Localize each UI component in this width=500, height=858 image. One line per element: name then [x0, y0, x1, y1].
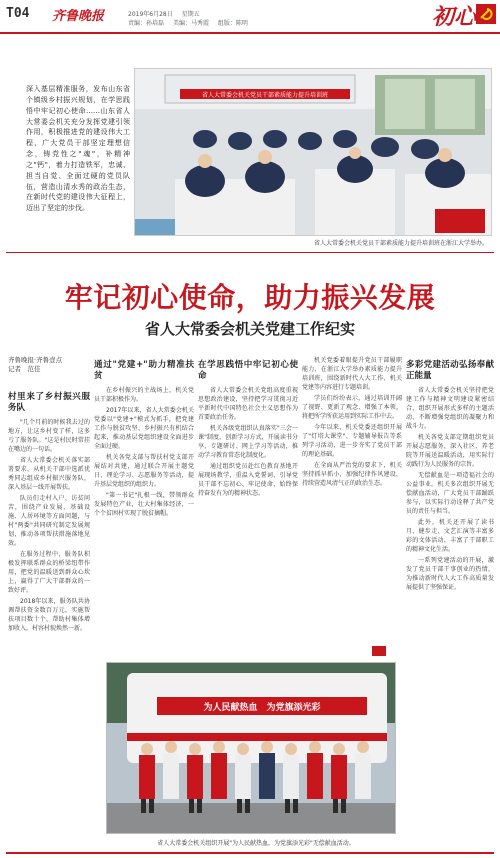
- issue-meta: [128, 9, 255, 27]
- paragraph: "几个月前的时候我去过的地方，让这乡村变了样，这多亏了服务队。"这是村民时常挂在嘴边的一句话。: [8, 419, 90, 454]
- paragraph: 机关各党支部定期组织党员开展志愿服务，深入社区、养老院等开展送温暖活动，用实际行动践行为人民服务的宗旨。: [406, 434, 494, 469]
- article-column-5: [406, 356, 494, 808]
- paragraph: 机关党委着眼提升党员干部履职能力，在浙江大学举办素质能力提升培训班，围绕新时代人大工作、机关党建等内容进行专题培训。: [302, 357, 402, 391]
- byline-source: 齐鲁晚报·齐鲁壹点: [8, 356, 63, 364]
- footer-divider: [6, 852, 494, 854]
- byline: [8, 356, 62, 375]
- section-heading-rural-service: 村里来了乡村振兴服务队: [8, 392, 90, 414]
- paragraph: 在服务过程中，服务队积极发挥联系群众的桥梁纽带作用，把党的温暖送到群众心坎上，赢得了广大干部群众的一致好评。: [8, 551, 90, 595]
- section-title: 初心: [431, 4, 476, 30]
- photo-top-banner: 省人大常委会机关党员干部素质能力提升培训班: [201, 92, 329, 99]
- paragraph: 此外，机关还开展了读书月、健步走、文艺汇演等丰富多彩的文体活动，丰富了干部职工的精神文化生活。: [406, 519, 494, 554]
- paragraph: 在乡村振兴的主战场上，机关党员干部积极作为。: [94, 387, 194, 404]
- paragraph: 队员们走村入户、访贫问苦，围绕产业发展、基础设施、人居环境等方面问题，与村"两委"共同研究制定发展规划，推动各项帮扶措施落地见效。: [8, 495, 90, 548]
- paragraph: 一系列党建活动的开展，激发了党员干部干事创业的热情，为推动新时代人大工作高质量发展提供了坚强保证。: [406, 557, 494, 592]
- intro-paragraph: 深入基层精准服务，发布山东省个镇级乡村振兴规划，在学思践悟中牢记初心使命……山东省人大常委会机关充分发挥党建引领作用，积极推进党的建设伟大工程，广大党员干部坚定理想信念，铸党性之"魂"，补精神之"钙"，着力打造铁军，忠诚、担当自觉、全面过硬的党员队伍，营造山清水秀的政治生态，在新时代党的建设伟大征程上，迈出了坚定的步伐。: [26, 85, 130, 213]
- blood-donation-illustration: [107, 663, 396, 834]
- subheadline: 省人大常委会机关党建工作纪实: [144, 320, 355, 338]
- section-heading-original-mission: 在学思践悟中牢记初心使命: [198, 360, 298, 382]
- newspaper-name: 齐鲁晚报: [52, 9, 105, 24]
- article-column-4: [302, 356, 402, 652]
- divider: [6, 252, 494, 253]
- paragraph: 今年以来，机关党委还组织开展了"灯塔大课堂"、专题辅导报告等系列学习活动，进一步夯实了党员干部的理论基础。: [302, 424, 402, 458]
- end-mark: [372, 646, 386, 656]
- training-class-illustration: [135, 69, 492, 236]
- article-column-2: [94, 356, 194, 652]
- paragraph: 2017年以来，省人大常委会机关党委以"党建+"模式为抓手，把党建工作与脱贫攻坚、乡村振兴有机结合起来，推动基层党组织建设全面进步全面过硬。: [94, 407, 194, 451]
- designer: 美编：马秀霞: [172, 20, 209, 27]
- section-heading-party-building-plus: 通过"党建+"助力精准扶贫: [94, 360, 194, 382]
- paragraph: "第一书记"扎根一线，带领群众发展特色产业，壮大村集体经济，一个个贫困村实现了脱贫摘帽。: [94, 492, 194, 518]
- layout-editor: 组版：陈明: [217, 20, 248, 27]
- paragraph: 省人大常委会机关党组高度重视思想政治建设，坚持把学习贯彻习近平新时代中国特色社会主义思想作为首要政治任务。: [198, 387, 298, 422]
- party-emblem-icon: [476, 4, 496, 24]
- paragraph: 在全面从严治党的要求下，机关坚持抓早抓小，加强纪律作风建设，持续营造风清气正的政治生态。: [302, 462, 402, 487]
- article-column-3: [198, 356, 298, 652]
- section-heading-party-activities: 多彩党建活动弘扬奉献正能量: [406, 360, 494, 382]
- article-column-1: [8, 388, 90, 808]
- photo-bottom-caption: 省人大常委会机关组织开展"为人民献热血，为党旗添光彩"无偿献血活动。: [157, 840, 355, 847]
- photo-top-caption: 省人大常委会机关党员干部素质能力提升培训班在浙江大学举办。: [313, 240, 488, 247]
- paragraph: 省人大常委会机关坚持把党建工作与精神文明建设紧密结合，组织开展形式多样的主题活动，不断增强党组织的凝聚力和战斗力。: [406, 387, 494, 431]
- byline-reporter: 记者 范佳: [8, 365, 41, 374]
- paragraph: 机关各党支部与帮扶村党支部开展结对共建，通过联合开展主题党日、理论学习、志愿服务等活动，提升基层党组织的组织力。: [94, 454, 194, 489]
- page-number: T04: [6, 6, 30, 21]
- paragraph: 通过组织党员赴红色教育基地开展现场教学，重温入党誓词，引导党员干部不忘初心、牢记使命，始终保持奋发有为的精神状态。: [198, 463, 298, 498]
- editor: 责编：孙培磊: [128, 20, 165, 27]
- paragraph: 省人大常委会机关落实部署要求，从机关干部中选派优秀同志组成乡村振兴服务队，深入基层一线开展帮扶。: [8, 457, 90, 492]
- headline: 牢记初心使命，助力振兴发展: [64, 281, 436, 314]
- photo-bottom-banner: 为人民献热血 为党旗添光彩: [203, 703, 321, 713]
- issue-weekday: 星期五: [181, 11, 200, 18]
- paragraph: 无偿献血是一项造福社会的公益事业。机关多次组织开展无偿献血活动，广大党员干部踊跃参与，以实际行动诠释了共产党员的责任与担当。: [406, 472, 494, 516]
- training-class-photo: [134, 68, 492, 236]
- blood-donation-photo: [106, 662, 396, 834]
- issue-date: 2019年6月28日: [128, 11, 173, 18]
- paragraph: 机关各级党组织认真落实"三会一课"制度，创新学习方式，开展读书分享、专题研讨、网上学习等活动，推动学习教育常态化制度化。: [198, 425, 298, 460]
- paragraph: 2018年以来，服务队共协调帮扶资金数百万元，实施帮扶项目数十个，帮助村集体增加收入，村容村貌焕然一新。: [8, 598, 90, 633]
- page-header: [0, 0, 500, 34]
- paragraph: 学员们纷纷表示，通过培训开阔了视野、更新了观念、增强了本领，将把所学所获运用到实际工作中去。: [302, 395, 402, 420]
